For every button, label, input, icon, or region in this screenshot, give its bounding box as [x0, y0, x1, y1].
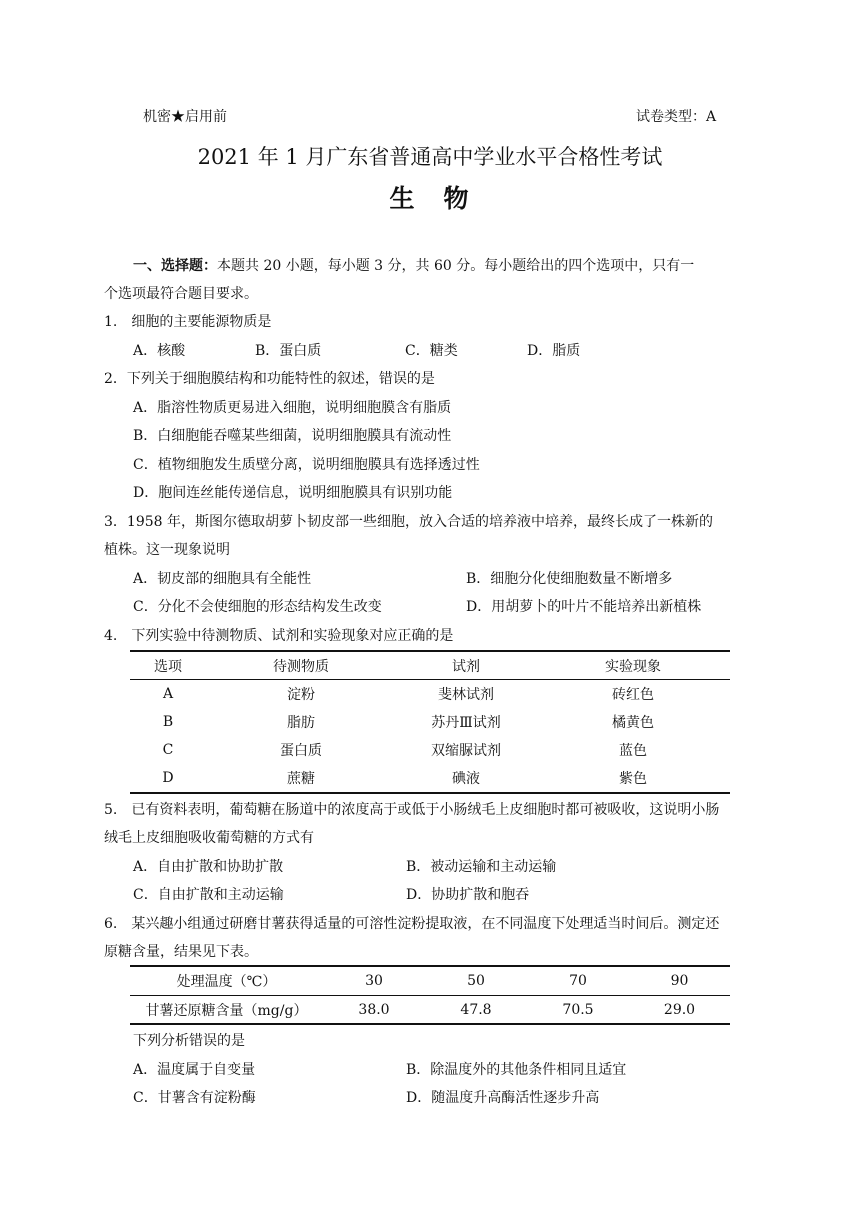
q3-option-a: A．韧皮部的细胞具有全能性 — [133, 571, 312, 587]
q1-option-b: B．蛋白质 — [255, 343, 322, 359]
q2-option-d: D．胞间连丝能传递信息，说明细胞膜具有识别功能 — [133, 485, 453, 501]
q4-header-phenomenon: 实验现象 — [605, 658, 661, 675]
q2-option-c: C．植物细胞发生质壁分离，说明细胞膜具有选择透过性 — [133, 457, 480, 473]
q6-option-a: A．温度属于自变量 — [133, 1062, 256, 1078]
q5-option-a: A．自由扩散和协助扩散 — [133, 859, 284, 875]
q4-cell: 蛋白质 — [280, 743, 322, 759]
q6-sub-stem: 下列分析错误的是 — [133, 1033, 245, 1049]
q4-cell: 蓝色 — [619, 743, 647, 759]
q1-option-d: D．脂质 — [527, 343, 581, 359]
q5-option-d: D．协助扩散和胞吞 — [406, 887, 530, 903]
q6-row2-label: 甘薯还原糖含量（mg/g） — [145, 1002, 308, 1019]
q1-option-c: C．糖类 — [405, 343, 458, 359]
q6-stem-line1: 6. 某兴趣小组通过研磨甘薯获得适量的可溶性淀粉提取液，在不同温度下处理适当时间后。测定还 — [104, 916, 720, 932]
q6-row1-label: 处理温度（℃） — [176, 974, 277, 990]
q4-cell: B — [162, 714, 174, 730]
q4-header-substance: 待测物质 — [273, 658, 329, 675]
q2-stem: 2．下列关于细胞膜结构和功能特性的叙述，错误的是 — [104, 371, 435, 387]
q3-option-b: B．细胞分化使细胞数量不断增多 — [466, 571, 673, 587]
q4-cell: 橘黄色 — [612, 715, 654, 731]
q6-table-mid-rule — [130, 995, 730, 996]
q6-table-bottom-rule — [130, 1023, 730, 1025]
q4-stem: 4. 下列实验中待测物质、试剂和实验现象对应正确的是 — [104, 628, 454, 644]
exam-title: 2021 年 1 月广东省普通高中学业水平合格性考试 — [197, 145, 663, 169]
q6-option-b: B．除温度外的其他条件相同且适宜 — [406, 1062, 627, 1078]
q4-cell: 砖红色 — [612, 686, 654, 703]
q1-stem: 1. 细胞的主要能源物质是 — [104, 314, 272, 330]
subject-title: 生 物 — [389, 184, 471, 213]
section-intro — [133, 257, 694, 275]
q6-option-d: D．随温度升高酶活性逐步升高 — [406, 1090, 600, 1106]
q3-option-d: D．用胡萝卜的叶片不能培养出新植株 — [466, 599, 702, 615]
table-row — [130, 967, 730, 995]
q4-cell: 蔗糖 — [287, 771, 315, 787]
q5-stem-line2: 绒毛上皮细胞吸收葡萄糖的方式有 — [104, 830, 314, 846]
q4-header-reagent: 试剂 — [452, 658, 480, 675]
q4-cell: A — [162, 685, 174, 702]
table-row — [130, 764, 730, 792]
q5-stem-line1: 5. 已有资料表明，葡萄糖在肠道中的浓度高于或低于小肠绒毛上皮细胞时都可被吸收，这说明小肠 — [104, 802, 720, 818]
q5-option-c: C．自由扩散和主动运输 — [133, 887, 284, 903]
q4-table — [130, 652, 730, 792]
q3-stem-line2: 植株。这一现象说明 — [104, 542, 230, 558]
table-row — [130, 708, 730, 736]
q3-stem-line1: 3．1958 年，斯图尔德取胡萝卜韧皮部一些细胞，放入合适的培养液中培养，最终长成了一株新的 — [104, 514, 713, 530]
q6-option-c: C．甘薯含有淀粉酶 — [133, 1090, 256, 1106]
q4-cell: 脂肪 — [287, 715, 315, 731]
section-text-line2: 个选项最符合题目要求。 — [104, 286, 258, 302]
q1-option-a: A．核酸 — [133, 343, 186, 359]
q6-cell: 29.0 — [663, 1001, 696, 1018]
confidential-mark: 机密★启用前 — [143, 109, 227, 125]
q6-cell: 47.8 — [460, 1001, 492, 1018]
q6-cell: 38.0 — [358, 1001, 390, 1018]
q4-table-bottom-rule — [130, 792, 730, 794]
paper-type: 试卷类型：A — [636, 109, 717, 125]
q4-table-header — [130, 652, 730, 679]
q6-cell: 70.5 — [562, 1001, 594, 1018]
q2-option-b: B．白细胞能吞噬某些细菌，说明细胞膜具有流动性 — [133, 428, 452, 444]
section-text-line1: 本题共 20 小题，每小题 3 分，共 60 分。每小题给出的四个选项中，只有一 — [217, 258, 695, 274]
table-row — [130, 736, 730, 764]
q4-cell: 碘液 — [452, 771, 480, 787]
q6-cell: 90 — [670, 973, 689, 989]
table-row — [130, 995, 730, 1024]
q6-cell: 50 — [467, 973, 485, 989]
q6-cell: 70 — [569, 973, 587, 989]
q4-cell: 双缩脲试剂 — [431, 743, 501, 759]
q4-cell: D — [162, 770, 174, 786]
q4-cell: 紫色 — [619, 771, 647, 787]
q5-option-b: B．被动运输和主动运输 — [406, 859, 557, 875]
q4-cell: 淀粉 — [287, 686, 315, 703]
q3-option-c: C．分化不会使细胞的形态结构发生改变 — [133, 599, 382, 615]
q4-table-header-rule — [130, 679, 730, 680]
section-label: 一、选择题： — [133, 258, 217, 274]
q2-option-a: A．脂溶性物质更易进入细胞，说明细胞膜含有脂质 — [133, 400, 452, 416]
q6-cell: 30 — [365, 973, 383, 989]
q4-cell: 斐林试剂 — [438, 686, 494, 703]
q4-header-option: 选项 — [154, 658, 182, 675]
q4-cell: C — [162, 742, 174, 758]
q6-stem-line2: 原糖含量，结果见下表。 — [104, 944, 258, 960]
q4-cell: 苏丹Ⅲ试剂 — [431, 715, 501, 731]
table-row — [130, 679, 730, 708]
